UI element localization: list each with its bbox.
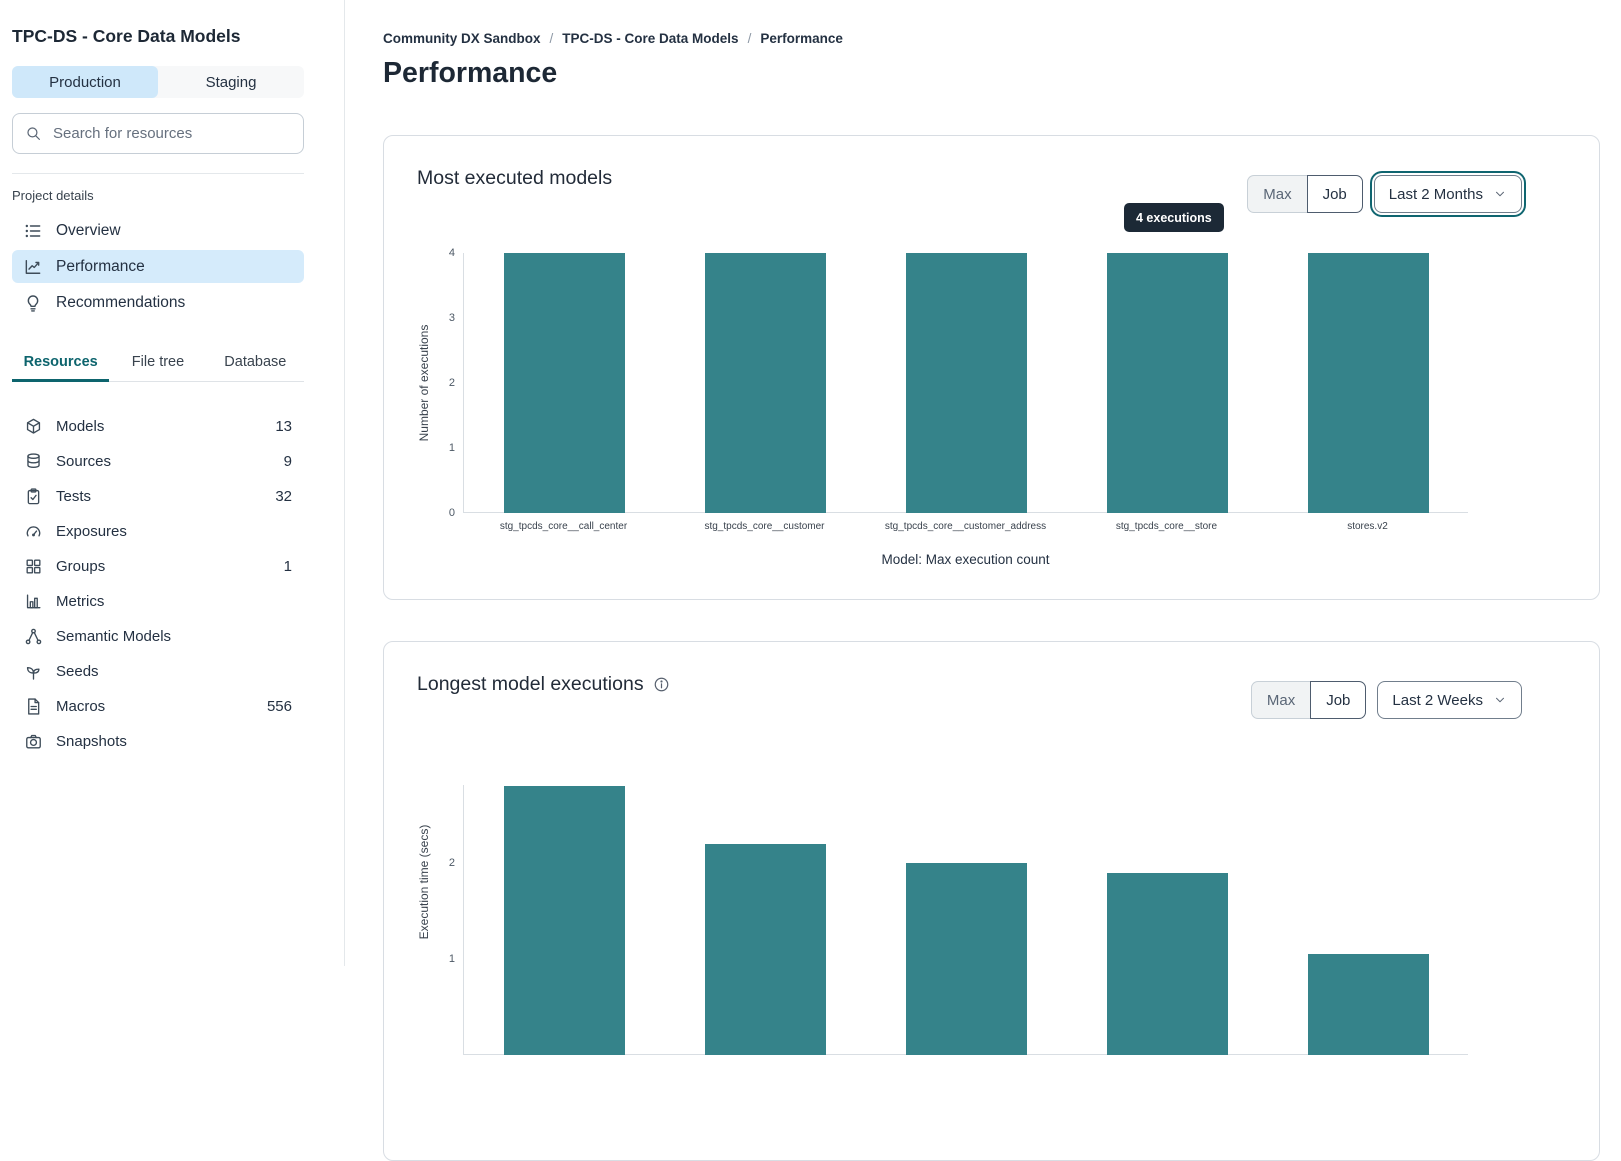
resource-label: Semantic Models bbox=[56, 628, 172, 645]
card-title bbox=[417, 673, 670, 696]
bar-chart-icon bbox=[24, 592, 43, 611]
sidebar-item-overview[interactable] bbox=[12, 214, 304, 247]
chart-bar[interactable] bbox=[906, 863, 1027, 1055]
max-toggle-button[interactable]: Max bbox=[1251, 681, 1310, 719]
y-tick-label: 1 bbox=[448, 953, 455, 965]
env-tab-staging[interactable]: Staging bbox=[158, 66, 304, 98]
resource-count: 9 bbox=[283, 453, 292, 470]
resource-item-seeds[interactable] bbox=[12, 654, 304, 689]
resource-label: Metrics bbox=[56, 593, 105, 610]
y-axis-label: Number of executions bbox=[417, 324, 431, 442]
chart-bar[interactable] bbox=[1107, 253, 1228, 513]
breadcrumb bbox=[383, 31, 843, 46]
breadcrumb-item[interactable]: TPC-DS - Core Data Models bbox=[562, 31, 739, 46]
date-range-value: Last 2 Months bbox=[1388, 185, 1483, 203]
resource-item-metrics[interactable] bbox=[12, 584, 304, 619]
project-details-nav bbox=[12, 214, 304, 319]
x-category-label: stg_tpcds_core__customer bbox=[704, 521, 825, 532]
main-content bbox=[345, 0, 1621, 966]
y-tick-label: 3 bbox=[448, 312, 455, 324]
longest-model-executions-card bbox=[383, 641, 1600, 1161]
tab-resources[interactable]: Resources bbox=[12, 347, 109, 381]
chevron-down-icon bbox=[1493, 693, 1507, 707]
most-executed-models-card bbox=[383, 135, 1600, 600]
x-category-label: stg_tpcds_core__customer_address bbox=[884, 521, 1047, 532]
resource-tabs bbox=[12, 347, 304, 382]
tab-database[interactable]: Database bbox=[224, 354, 287, 370]
job-toggle-button[interactable]: Job bbox=[1307, 175, 1363, 213]
resource-item-semantic-models[interactable] bbox=[12, 619, 304, 654]
resource-label: Seeds bbox=[56, 663, 99, 680]
resource-label: Snapshots bbox=[56, 733, 127, 750]
clipboard-check-icon bbox=[24, 487, 43, 506]
sidebar-item-label: Overview bbox=[56, 221, 121, 239]
y-tick-label: 2 bbox=[448, 377, 455, 389]
y-axis-label: Execution time (secs) bbox=[417, 824, 431, 940]
breadcrumb-separator: / bbox=[747, 31, 752, 46]
y-tick-label: 4 bbox=[448, 247, 455, 259]
camera-icon bbox=[24, 732, 43, 751]
breadcrumb-item[interactable]: Community DX Sandbox bbox=[383, 31, 541, 46]
resource-item-exposures[interactable] bbox=[12, 514, 304, 549]
resource-label: Exposures bbox=[56, 523, 127, 540]
sidebar-item-label: Performance bbox=[56, 257, 145, 275]
page-title: Performance bbox=[383, 57, 558, 89]
resource-count: 556 bbox=[266, 698, 292, 715]
y-tick-label: 2 bbox=[448, 857, 455, 869]
job-toggle-button[interactable]: Job bbox=[1310, 681, 1366, 719]
x-axis-label: Model: Max execution count bbox=[881, 552, 1050, 567]
x-category-label: stores.v2 bbox=[1347, 521, 1388, 532]
grid-icon bbox=[24, 557, 43, 576]
x-category-label: stg_tpcds_core__call_center bbox=[499, 521, 628, 532]
resource-list bbox=[12, 409, 304, 759]
share-nodes-icon bbox=[24, 627, 43, 646]
date-range-select[interactable] bbox=[1377, 681, 1522, 719]
sidebar bbox=[0, 0, 345, 966]
chart-bar[interactable] bbox=[1308, 253, 1429, 513]
max-toggle-button[interactable]: Max bbox=[1247, 175, 1306, 213]
env-tab-production[interactable]: Production bbox=[12, 66, 158, 98]
chart-bar[interactable] bbox=[504, 253, 625, 513]
resource-item-tests[interactable] bbox=[12, 479, 304, 514]
breadcrumb-current: Performance bbox=[760, 31, 843, 46]
resource-item-groups[interactable] bbox=[12, 549, 304, 584]
resource-item-macros[interactable] bbox=[12, 689, 304, 724]
sidebar-item-label: Recommendations bbox=[56, 293, 186, 311]
chart-controls bbox=[1247, 175, 1522, 213]
resource-label: Sources bbox=[56, 453, 112, 470]
resource-item-models[interactable] bbox=[12, 409, 304, 444]
lightbulb-icon bbox=[23, 293, 43, 313]
sidebar-divider bbox=[12, 173, 304, 174]
resource-count: 32 bbox=[275, 488, 292, 505]
resource-count: 1 bbox=[283, 558, 292, 575]
file-text-icon bbox=[24, 697, 43, 716]
date-range-select[interactable] bbox=[1374, 175, 1522, 213]
chart-tooltip: 4 executions bbox=[1124, 203, 1224, 232]
tab-file-tree[interactable]: File tree bbox=[131, 354, 185, 370]
aggregation-toggle bbox=[1251, 681, 1367, 719]
search-icon bbox=[25, 125, 42, 142]
resource-label: Models bbox=[56, 418, 105, 435]
aggregation-toggle bbox=[1247, 175, 1363, 213]
chart-bar[interactable] bbox=[504, 786, 625, 1055]
sidebar-item-performance[interactable] bbox=[12, 250, 304, 283]
search-box[interactable] bbox=[12, 113, 304, 154]
sprout-icon bbox=[24, 662, 43, 681]
chart-bar[interactable] bbox=[705, 844, 826, 1055]
list-icon bbox=[23, 221, 43, 241]
resource-item-sources[interactable] bbox=[12, 444, 304, 479]
y-tick-label: 1 bbox=[448, 442, 455, 454]
breadcrumb-separator: / bbox=[549, 31, 554, 46]
project-title: TPC-DS - Core Data Models bbox=[12, 26, 241, 46]
info-icon[interactable] bbox=[653, 676, 670, 693]
sidebar-item-recommendations[interactable] bbox=[12, 286, 304, 319]
chart-bar[interactable] bbox=[906, 253, 1027, 513]
gauge-icon bbox=[24, 522, 43, 541]
chart-controls bbox=[1251, 681, 1522, 719]
resource-label: Groups bbox=[56, 558, 106, 575]
environment-toggle bbox=[12, 66, 304, 98]
date-range-value: Last 2 Weeks bbox=[1392, 691, 1483, 709]
x-category-label: stg_tpcds_core__store bbox=[1115, 521, 1218, 532]
y-tick-label: 0 bbox=[448, 507, 455, 519]
card-title: Most executed models bbox=[417, 167, 613, 189]
chevron-down-icon bbox=[1493, 187, 1507, 201]
resource-label: Macros bbox=[56, 698, 106, 715]
resource-label: Tests bbox=[56, 488, 92, 505]
project-details-label: Project details bbox=[12, 188, 94, 203]
database-icon bbox=[24, 452, 43, 471]
chart-bar[interactable] bbox=[705, 253, 826, 513]
resource-item-snapshots[interactable] bbox=[12, 724, 304, 759]
chart-bar[interactable] bbox=[1308, 954, 1429, 1055]
card-title-text: Longest model executions bbox=[417, 673, 644, 695]
chart-line-icon bbox=[23, 257, 43, 277]
chart-bar[interactable] bbox=[1107, 873, 1228, 1055]
search-input[interactable] bbox=[51, 124, 291, 143]
cube-icon bbox=[24, 417, 43, 436]
resource-count: 13 bbox=[275, 418, 292, 435]
